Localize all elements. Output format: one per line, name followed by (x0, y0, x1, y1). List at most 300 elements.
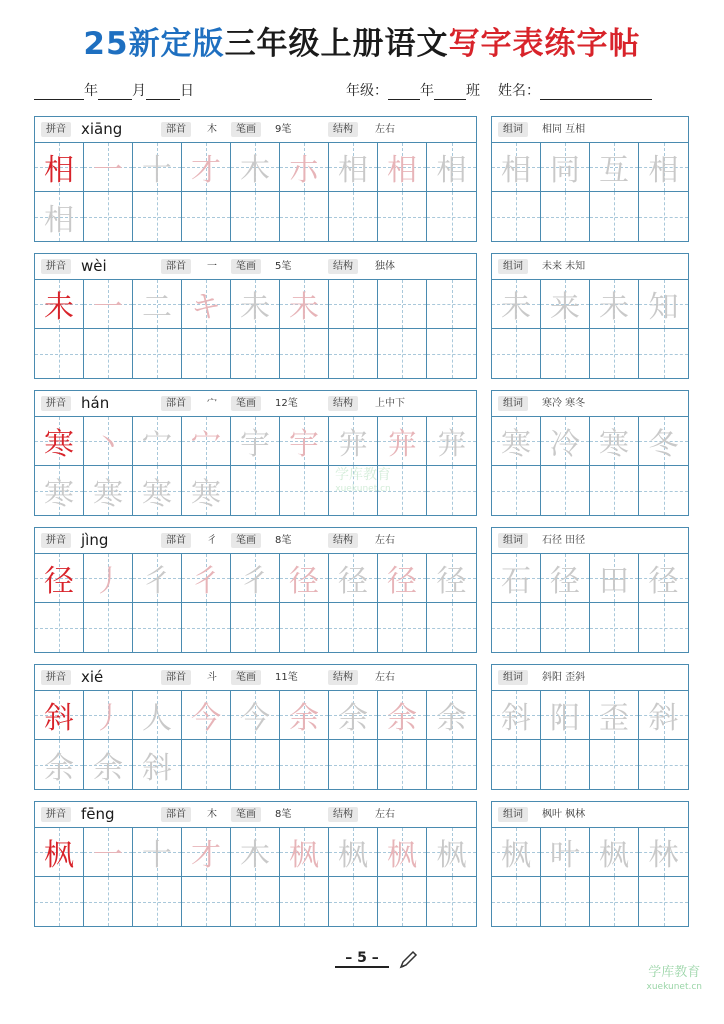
writing-cell[interactable] (35, 192, 84, 241)
writing-cell[interactable] (231, 466, 280, 515)
writing-cell[interactable] (280, 143, 329, 192)
radical-value: 宀 (207, 398, 217, 409)
words-cell[interactable] (590, 329, 639, 378)
writing-cell[interactable] (182, 554, 231, 603)
writing-cell[interactable] (427, 192, 476, 241)
writing-cell[interactable] (329, 280, 378, 329)
writing-cell[interactable] (84, 280, 133, 329)
model-character: 寒 (44, 427, 74, 462)
word-trace-character: 枫 (599, 838, 629, 873)
stroke-step-character: キ (191, 290, 221, 325)
pen-icon (398, 950, 418, 970)
writing-cell[interactable] (329, 877, 378, 926)
writing-cell[interactable] (427, 877, 476, 926)
word-trace-character: 林 (648, 838, 679, 873)
title-type: 写字表练字帖 (448, 26, 641, 62)
radical-tag: 部首 (161, 670, 191, 685)
writing-cell[interactable] (231, 329, 280, 378)
words-info-row (492, 802, 688, 828)
stroke-step-character: 宑 (436, 427, 467, 462)
writing-cell[interactable] (378, 828, 427, 877)
words-cell[interactable] (590, 603, 639, 652)
writing-cell[interactable] (280, 691, 329, 740)
words-cell[interactable] (639, 417, 688, 466)
writing-cell[interactable] (427, 329, 476, 378)
words-cell[interactable] (541, 691, 590, 740)
writing-cell[interactable] (35, 329, 84, 378)
writing-cell[interactable] (84, 329, 133, 378)
writing-cell[interactable] (182, 417, 231, 466)
words-tag: 组词 (498, 533, 528, 548)
words-cell[interactable] (541, 740, 590, 789)
day-blank[interactable] (146, 85, 180, 100)
words-cell[interactable] (541, 828, 590, 877)
stroke-step-character: 径 (289, 564, 319, 599)
writing-cell[interactable] (84, 691, 133, 740)
words-cell[interactable] (541, 554, 590, 603)
words-cell[interactable] (541, 603, 590, 652)
words-panel (491, 664, 689, 790)
stroke-step-character: 余 (289, 701, 319, 736)
writing-cell[interactable] (84, 417, 133, 466)
stroke-step-character: 一 (93, 153, 123, 188)
strokes-tag: 笔画 (231, 259, 261, 274)
stroke-step-character: 彳 (191, 564, 221, 599)
writing-cell[interactable] (280, 554, 329, 603)
writing-cell[interactable] (280, 603, 329, 652)
writing-cell[interactable] (133, 143, 182, 192)
word-trace-character: 知 (648, 290, 679, 325)
writing-cell[interactable] (182, 143, 231, 192)
writing-cell[interactable] (280, 192, 329, 241)
words-cell[interactable] (639, 192, 688, 241)
words-cell[interactable] (541, 280, 590, 329)
radical-value: 一 (207, 261, 217, 272)
writing-cell[interactable] (280, 417, 329, 466)
word-trace-character: 相 (648, 153, 679, 188)
stroke-step-character: 丶 (93, 427, 123, 462)
writing-cell[interactable] (378, 329, 427, 378)
stroke-step-character: 宀 (142, 427, 172, 462)
strokes-value: 8笔 (275, 535, 292, 546)
writing-cell[interactable] (378, 603, 427, 652)
writing-cell[interactable] (378, 192, 427, 241)
structure-value: 独体 (375, 261, 395, 272)
word-trace-character: 互 (599, 153, 629, 188)
stroke-step-character: 宑 (387, 427, 417, 462)
writing-cell[interactable] (84, 466, 133, 515)
char-info-row (35, 665, 476, 691)
corner-watermark: 学库教育 xuekunet.cn (646, 965, 702, 992)
writing-cell[interactable] (182, 280, 231, 329)
words-cell[interactable] (492, 603, 541, 652)
writing-cell[interactable] (329, 554, 378, 603)
word-trace-character: 叶 (550, 838, 580, 873)
word-trace-character: 未 (599, 290, 629, 325)
words-info-row (492, 528, 688, 554)
words-cell[interactable] (590, 554, 639, 603)
words-cell[interactable] (492, 554, 541, 603)
words-cell[interactable] (492, 143, 541, 192)
writing-cell[interactable] (280, 828, 329, 877)
writing-cell[interactable] (231, 554, 280, 603)
name-label: 姓名： (498, 83, 540, 99)
stroke-step-character: 余 (436, 701, 467, 736)
writing-cell[interactable] (182, 603, 231, 652)
stroke-step-character: 丿 (93, 701, 123, 736)
words-cell[interactable] (492, 329, 541, 378)
words-cell[interactable] (590, 691, 639, 740)
stroke-step-character: 二 (142, 290, 172, 325)
day-label: 日 (180, 83, 194, 99)
words-cell[interactable] (541, 877, 590, 926)
writing-cell[interactable] (35, 603, 84, 652)
words-tag: 组词 (498, 122, 528, 137)
pinyin-value: fēng (81, 805, 115, 823)
writing-cell[interactable] (133, 877, 182, 926)
strokes-tag: 笔画 (231, 122, 261, 137)
writing-cell[interactable] (133, 740, 182, 789)
words-cell[interactable] (590, 280, 639, 329)
writing-cell[interactable] (280, 877, 329, 926)
writing-cell[interactable] (182, 877, 231, 926)
center-watermark: 学库教育 xuekunet.cn (335, 467, 391, 494)
year-label: 年 (84, 83, 98, 99)
words-cell[interactable] (639, 603, 688, 652)
writing-cell[interactable] (133, 828, 182, 877)
class-label: 班 (466, 83, 480, 99)
writing-cell[interactable] (35, 466, 84, 515)
words-info-row (492, 254, 688, 280)
writing-cell[interactable] (35, 691, 84, 740)
writing-cell[interactable] (378, 740, 427, 789)
stroke-step-character: 丿 (93, 564, 123, 599)
class-blank[interactable] (434, 85, 466, 100)
title-edition: 新定版 (128, 26, 225, 62)
words-panel (491, 801, 689, 927)
strokes-tag: 笔画 (231, 533, 261, 548)
words-cell[interactable] (639, 143, 688, 192)
writing-cell[interactable] (84, 554, 133, 603)
words-cell[interactable] (590, 192, 639, 241)
stroke-step-character: 才 (191, 838, 221, 873)
words-cell[interactable] (590, 828, 639, 877)
writing-cell[interactable] (84, 740, 133, 789)
words-cell[interactable] (492, 417, 541, 466)
words-cell[interactable] (492, 828, 541, 877)
writing-cell[interactable] (84, 828, 133, 877)
model-character: 未 (44, 290, 74, 325)
structure-value: 上中下 (375, 398, 405, 409)
stroke-step-character: 十 (142, 838, 172, 873)
writing-cell[interactable] (182, 691, 231, 740)
writing-cell[interactable] (35, 554, 84, 603)
page-number: – 5 – (335, 950, 389, 968)
writing-cell[interactable] (378, 417, 427, 466)
writing-cell[interactable] (133, 603, 182, 652)
stroke-step-character: 径 (387, 564, 417, 599)
writing-cell[interactable] (231, 877, 280, 926)
pinyin-tag: 拼音 (41, 807, 71, 822)
structure-value: 左右 (375, 124, 395, 135)
words-cell[interactable] (492, 740, 541, 789)
char-panel (34, 116, 477, 242)
writing-cell[interactable] (231, 280, 280, 329)
stroke-step-character: 彳 (240, 564, 270, 599)
writing-cell[interactable] (427, 417, 476, 466)
words-cell[interactable] (639, 740, 688, 789)
words-cell[interactable] (590, 740, 639, 789)
words-value: 枫叶 枫林 (542, 809, 586, 820)
words-value: 未来 未知 (542, 261, 586, 272)
writing-cell[interactable] (182, 828, 231, 877)
writing-cell[interactable] (280, 740, 329, 789)
writing-cell[interactable] (329, 329, 378, 378)
char-panel (34, 527, 477, 653)
strokes-value: 9笔 (275, 124, 292, 135)
word-trace-character: 歪 (599, 701, 629, 736)
words-cell[interactable] (639, 329, 688, 378)
structure-tag: 结构 (328, 807, 358, 822)
words-cell[interactable] (492, 691, 541, 740)
words-info-row (492, 391, 688, 417)
writing-cell[interactable] (35, 877, 84, 926)
stroke-step-character: 木 (240, 838, 270, 873)
words-cell[interactable] (590, 877, 639, 926)
word-trace-character: 寒 (599, 427, 629, 462)
stroke-step-character: 余 (387, 701, 417, 736)
stroke-step-character: 宇 (289, 427, 319, 462)
strokes-tag: 笔画 (231, 396, 261, 411)
structure-tag: 结构 (328, 533, 358, 548)
grade-year-label: 年 (420, 83, 434, 99)
structure-tag: 结构 (328, 396, 358, 411)
words-cell[interactable] (541, 192, 590, 241)
word-trace-character: 来 (550, 290, 580, 325)
writing-cell[interactable] (329, 143, 378, 192)
structure-value: 左右 (375, 809, 395, 820)
writing-cell[interactable] (378, 280, 427, 329)
words-value: 斜阳 歪斜 (542, 672, 586, 683)
words-cell[interactable] (492, 466, 541, 515)
char-info-row (35, 528, 476, 554)
writing-cell[interactable] (378, 691, 427, 740)
trace-character: 余 (44, 750, 74, 786)
word-trace-character: 田 (599, 564, 629, 599)
writing-cell[interactable] (133, 280, 182, 329)
writing-cell[interactable] (35, 143, 84, 192)
writing-cell[interactable] (329, 417, 378, 466)
writing-cell[interactable] (280, 329, 329, 378)
radical-tag: 部首 (161, 533, 191, 548)
char-panel (34, 664, 477, 790)
stroke-step-character: 枫 (338, 838, 368, 873)
word-trace-character: 径 (648, 564, 679, 599)
writing-cell[interactable] (84, 877, 133, 926)
trace-character: 寒 (44, 476, 74, 512)
writing-cell[interactable] (427, 828, 476, 877)
writing-cell[interactable] (133, 329, 182, 378)
words-info-row (492, 117, 688, 143)
writing-cell[interactable] (84, 143, 133, 192)
writing-cell[interactable] (378, 143, 427, 192)
stroke-step-character: 枫 (289, 838, 319, 873)
words-cell[interactable] (492, 877, 541, 926)
writing-cell[interactable] (427, 143, 476, 192)
year-blank[interactable] (34, 85, 84, 100)
writing-cell[interactable] (427, 603, 476, 652)
grade-blank[interactable] (388, 85, 420, 100)
word-trace-character: 寒 (501, 427, 531, 462)
trace-character: 相 (44, 202, 74, 238)
writing-cell[interactable] (182, 329, 231, 378)
words-cell[interactable] (541, 417, 590, 466)
writing-cell[interactable] (35, 828, 84, 877)
stroke-step-character: 宇 (240, 427, 270, 462)
writing-cell[interactable] (84, 603, 133, 652)
structure-value: 左右 (375, 672, 395, 683)
char-panel (34, 390, 477, 516)
writing-cell[interactable] (329, 828, 378, 877)
writing-cell[interactable] (35, 417, 84, 466)
radical-value: 木 (207, 809, 217, 820)
stroke-step-character: 宑 (338, 427, 368, 462)
model-character: 径 (44, 564, 74, 599)
words-info-row (492, 665, 688, 691)
stroke-step-character: 径 (338, 564, 368, 599)
writing-cell[interactable] (427, 691, 476, 740)
writing-cell[interactable] (378, 877, 427, 926)
writing-cell[interactable] (133, 691, 182, 740)
words-value: 寒冷 寒冬 (542, 398, 586, 409)
pinyin-tag: 拼音 (41, 396, 71, 411)
words-cell[interactable] (639, 466, 688, 515)
stroke-step-character: 相 (436, 153, 467, 188)
writing-cell[interactable] (427, 740, 476, 789)
char-panel (34, 801, 477, 927)
pinyin-value: xié (81, 668, 104, 686)
words-cell[interactable] (492, 280, 541, 329)
stroke-step-character: 才 (191, 153, 221, 188)
stroke-step-character: 人 (142, 701, 172, 736)
words-cell[interactable] (492, 192, 541, 241)
writing-cell[interactable] (84, 192, 133, 241)
trace-character: 寒 (93, 476, 123, 512)
title-number: 25 (83, 26, 129, 62)
pinyin-value: xiāng (81, 120, 123, 138)
words-value: 石径 田径 (542, 535, 586, 546)
writing-cell[interactable] (329, 691, 378, 740)
structure-tag: 结构 (328, 122, 358, 137)
words-cell[interactable] (639, 280, 688, 329)
words-cell[interactable] (541, 143, 590, 192)
stroke-step-character: 未 (289, 290, 319, 325)
pinyin-value: hán (81, 394, 110, 412)
model-character: 相 (44, 153, 74, 188)
writing-cell[interactable] (231, 740, 280, 789)
words-cell[interactable] (541, 466, 590, 515)
writing-cell[interactable] (231, 417, 280, 466)
writing-cell[interactable] (427, 466, 476, 515)
stroke-step-character: 相 (387, 153, 417, 188)
name-blank[interactable] (540, 85, 652, 100)
writing-cell[interactable] (133, 466, 182, 515)
words-cell[interactable] (541, 329, 590, 378)
word-trace-character: 冬 (648, 427, 679, 462)
radical-tag: 部首 (161, 122, 191, 137)
writing-cell[interactable] (133, 554, 182, 603)
words-cell[interactable] (590, 143, 639, 192)
stroke-step-character: 径 (436, 564, 467, 599)
structure-value: 左右 (375, 535, 395, 546)
word-trace-character: 阳 (550, 701, 580, 736)
stroke-step-character: 今 (191, 701, 221, 736)
pinyin-value: wèi (81, 257, 107, 275)
words-cell[interactable] (639, 691, 688, 740)
words-cell[interactable] (639, 877, 688, 926)
writing-cell[interactable] (231, 603, 280, 652)
writing-cell[interactable] (35, 740, 84, 789)
words-cell[interactable] (639, 828, 688, 877)
word-trace-character: 同 (550, 153, 580, 188)
radical-value: 斗 (207, 672, 217, 683)
pinyin-tag: 拼音 (41, 533, 71, 548)
word-trace-character: 石 (501, 564, 531, 599)
words-panel (491, 253, 689, 379)
writing-cell[interactable] (182, 192, 231, 241)
words-cell[interactable] (639, 554, 688, 603)
writing-cell[interactable] (231, 691, 280, 740)
words-cell[interactable] (590, 466, 639, 515)
writing-cell[interactable] (133, 192, 182, 241)
writing-cell[interactable] (182, 466, 231, 515)
strokes-tag: 笔画 (231, 670, 261, 685)
writing-cell[interactable] (231, 192, 280, 241)
writing-cell[interactable] (427, 280, 476, 329)
word-trace-character: 径 (550, 564, 580, 599)
stroke-step-character: 宀 (191, 427, 221, 462)
trace-character: 斜 (142, 750, 172, 786)
month-blank[interactable] (98, 85, 132, 100)
writing-cell[interactable] (427, 554, 476, 603)
pinyin-value: jìng (81, 531, 109, 549)
writing-cell[interactable] (280, 466, 329, 515)
writing-cell[interactable] (231, 143, 280, 192)
writing-cell[interactable] (35, 280, 84, 329)
word-trace-character: 未 (501, 290, 531, 325)
words-cell[interactable] (590, 417, 639, 466)
title-subject: 三年级上册语文 (224, 26, 449, 62)
radical-tag: 部首 (161, 807, 191, 822)
words-value: 相同 互相 (542, 124, 586, 135)
words-tag: 组词 (498, 807, 528, 822)
writing-cell[interactable] (329, 740, 378, 789)
writing-cell[interactable] (378, 554, 427, 603)
trace-character: 寒 (142, 476, 172, 512)
stroke-step-character: 枫 (387, 838, 417, 873)
writing-cell[interactable] (231, 828, 280, 877)
writing-cell[interactable] (329, 192, 378, 241)
writing-cell[interactable] (182, 740, 231, 789)
words-panel (491, 116, 689, 242)
char-panel (34, 253, 477, 379)
stroke-step-character: 木 (240, 153, 270, 188)
writing-cell[interactable] (133, 417, 182, 466)
writing-cell[interactable] (280, 280, 329, 329)
writing-cell[interactable] (329, 603, 378, 652)
strokes-value: 5笔 (275, 261, 292, 272)
radical-tag: 部首 (161, 396, 191, 411)
